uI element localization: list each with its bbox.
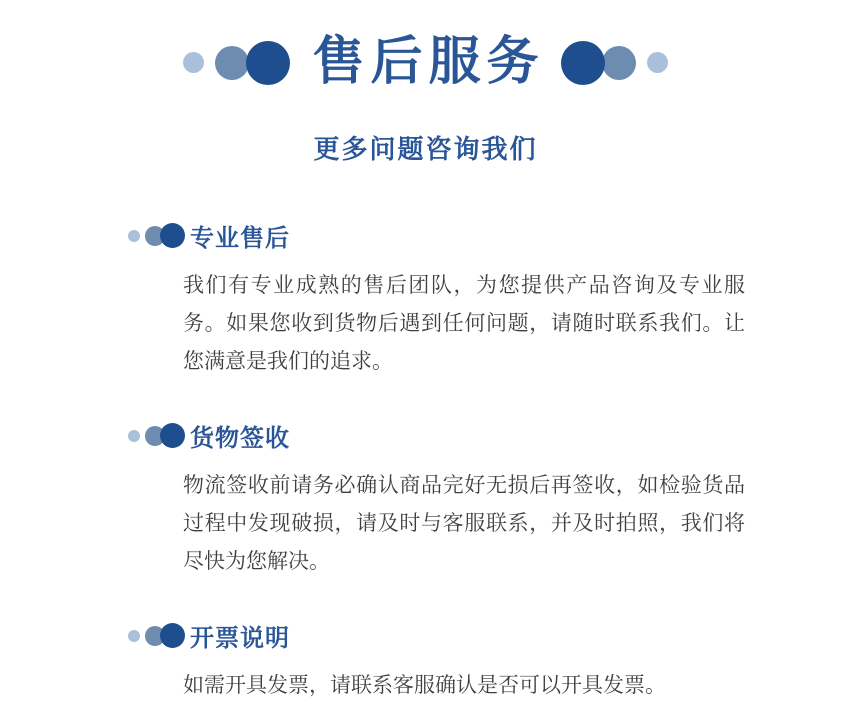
section-body-text: 我们有专业成熟的售后团队，为您提供产品咨询及专业服务。如果您收到货物后遇到任何问题，请随时联系我们。让您满意是我们的追求。	[183, 274, 745, 374]
dot-medium-icon	[602, 46, 636, 80]
title-dots-right-icon	[561, 41, 668, 85]
dot-large-icon	[160, 223, 185, 248]
dot-small-icon	[647, 52, 668, 73]
bullet-dots-icon	[128, 223, 190, 248]
title-dots-left-icon	[183, 41, 290, 85]
section-title: 专业售后	[190, 225, 290, 253]
dot-large-icon	[160, 423, 185, 448]
dot-small-icon	[128, 230, 140, 242]
dot-small-icon	[128, 430, 140, 442]
page-subtitle: 更多问题咨询我们	[313, 134, 538, 165]
section-body-text: 如需开具发票，请联系客服确认是否可以开具发票。	[183, 674, 666, 698]
section-title: 货物签收	[190, 425, 290, 453]
dot-large-icon	[246, 41, 290, 85]
section-heading	[128, 618, 743, 653]
section-title: 开票说明	[190, 625, 290, 653]
dot-small-icon	[128, 630, 140, 642]
page-title: 售后服务	[312, 33, 545, 91]
section-body-text: 物流签收前请务必确认商品完好无损后再签收，如检验货品过程中发现破损，请及时与客服联系，并及时拍照，我们将尽快为您解决。	[183, 474, 745, 574]
page-header	[0, 0, 851, 91]
dot-medium-icon	[215, 46, 249, 80]
section-professional-after-sales	[128, 218, 743, 381]
section-heading	[128, 218, 743, 253]
bullet-dots-icon	[128, 623, 190, 648]
section-heading	[128, 418, 743, 453]
section-goods-receipt	[128, 418, 743, 581]
content	[128, 218, 743, 705]
dot-large-icon	[561, 41, 605, 85]
dot-small-icon	[183, 52, 204, 73]
dot-large-icon	[160, 623, 185, 648]
section-invoice-instructions	[128, 618, 743, 705]
bullet-dots-icon	[128, 423, 190, 448]
